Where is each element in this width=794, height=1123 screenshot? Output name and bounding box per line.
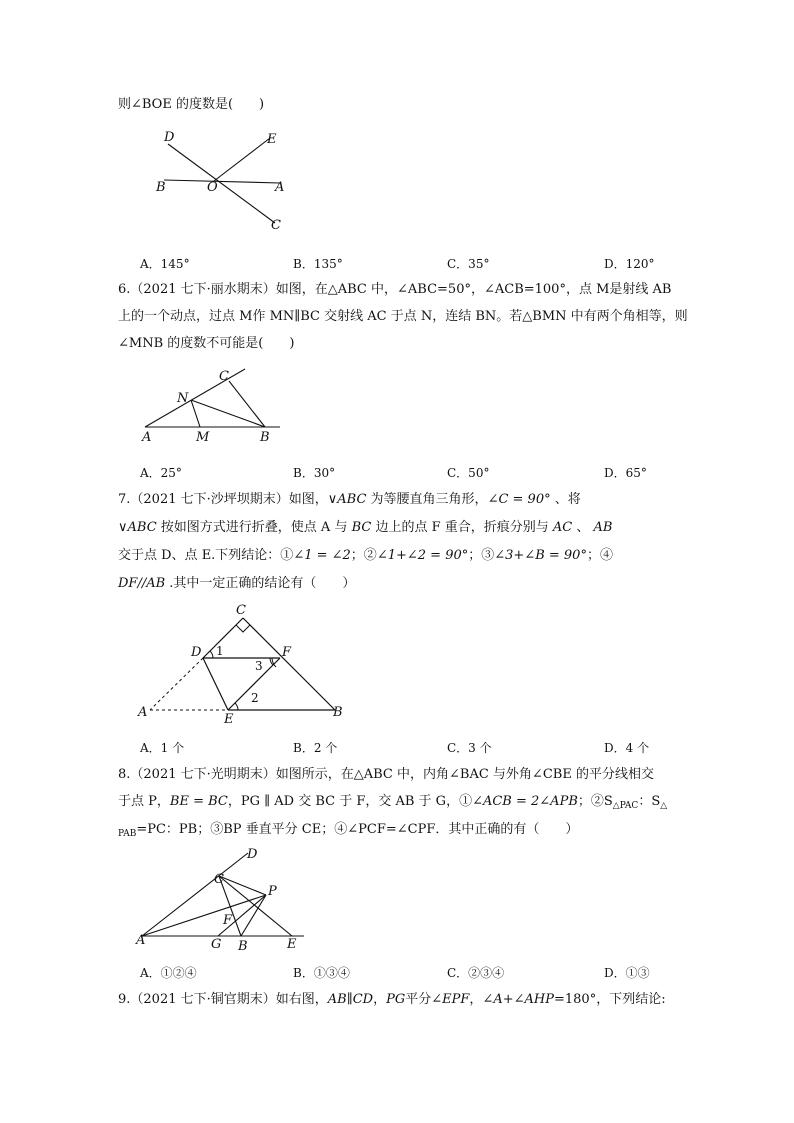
q6-label-m: M (196, 430, 210, 445)
q5-option-c[interactable]: C．35° (447, 257, 490, 271)
q7-l2-tri: ∨ABC (118, 520, 157, 535)
q8-l3-a: =PC：PB；③BP 垂直平分 CE；④∠PCF=∠CPF．其中正确的有（ ） (136, 822, 579, 837)
q7-option-a[interactable]: A．1 个 (140, 741, 185, 755)
q7-option-d[interactable]: D．4 个 (604, 741, 650, 755)
q7-label-1: 1 (216, 644, 224, 658)
q7-option-b[interactable]: B．2 个 (293, 741, 338, 755)
q7-l3-m3: ∠3+∠B = 90° (494, 548, 587, 563)
q5-option-b[interactable]: B．135° (293, 257, 343, 271)
q8-label-e: E (287, 937, 297, 952)
q7-label-b: B (333, 705, 343, 720)
q7-line-2 (118, 519, 612, 537)
q5-label-e: E (267, 132, 277, 147)
q7-l3-b: ；② (350, 548, 377, 563)
q7-l1-tri: ∨ABC (327, 492, 367, 507)
q8-l2-a: 于点 P， (118, 794, 170, 809)
q8-l2-sub2: △ (660, 801, 668, 811)
q8-l3-sub: PAB (118, 829, 137, 839)
q8-label-g: G (211, 937, 222, 952)
q8-line-1: 8.（2021 七下·光明期末）如图所示，在△ABC 中，内角∠BAC 与外角∠CBE 的平分线相交 (118, 767, 654, 782)
q9-l1-m1: AB∥CD (327, 992, 374, 1007)
q6-line-3: ∠MNB 的度数不可能是( ) (118, 336, 295, 351)
q9-l1-m3: ∠EPF (431, 992, 470, 1007)
q7-l3-c: ；③ (468, 548, 495, 563)
q7-l4-m: DF//AB (118, 576, 166, 591)
q7-label-d: D (191, 645, 202, 660)
q9-l1-b: ， (373, 992, 387, 1007)
q8-option-c[interactable]: C．②③④ (447, 966, 505, 980)
q6-label-a: A (142, 430, 152, 445)
q8-label-b: B (238, 939, 248, 954)
q7-label-2: 2 (251, 691, 259, 705)
q7-label-f: F (282, 645, 292, 660)
q6-line-1: 6.（2021 七下·丽水期末）如图，在△ABC 中，∠ABC=50°，∠ACB=100°，点 M是射线 AB (118, 282, 672, 297)
q7-l1-angle: ∠C = 90° (487, 492, 551, 507)
q7-l3-m2: ∠1+∠2 = 90° (376, 548, 469, 563)
q7-line-4 (118, 575, 355, 593)
q7-l3-d: ；④ (586, 548, 613, 563)
q8-l2-sub1: △PAC (612, 801, 639, 811)
q9-l1-e: =180°，下列结论: (553, 992, 666, 1007)
q7-l2-c: 、 (572, 520, 594, 535)
q5-label-d: D (164, 130, 175, 145)
q6-option-b[interactable]: B．30° (293, 466, 336, 480)
q8-label-a: A (136, 933, 146, 948)
q9-l1-m4: ∠A+∠AHP (482, 992, 554, 1007)
q8-label-p: P (268, 884, 277, 899)
q7-label-c: C (236, 603, 246, 618)
q6-option-d[interactable]: D．65° (604, 466, 647, 480)
q7-l2-a: 按如图方式进行折叠，使点 A 与 (156, 520, 352, 535)
q8-l2-d: ：S (638, 794, 661, 809)
q8-option-b[interactable]: B．①③④ (293, 966, 350, 980)
q7-l2-bc: BC (351, 520, 372, 535)
q7-l2-ab: AB (593, 520, 613, 535)
q5-label-b: B (156, 180, 166, 195)
q7-l1-c: 、将 (550, 492, 581, 507)
q5-label-c: C (271, 218, 281, 233)
q8-line-3 (118, 821, 578, 843)
q7-label-e: E (224, 712, 234, 727)
q7-figure (135, 598, 355, 728)
q5-label-a: A (275, 180, 285, 195)
q7-line-3 (118, 547, 613, 565)
q8-label-f: F (223, 913, 233, 928)
q6-line-2: 上的一个动点，过点 M作 MN∥BC 交射线 AC 于点 N，连结 BN。若△BMN 中有两个角相等，则 (118, 309, 688, 324)
q7-l3-a: 交于点 D、点 E.下列结论：① (118, 548, 294, 563)
q5-label-o: O (207, 180, 218, 195)
q8-figure (130, 845, 315, 955)
q9-l1-m2: PG (386, 992, 406, 1007)
q8-l2-b: ，PG ∥ AD 交 BC 于 F，交 AB 于 G，① (227, 794, 473, 809)
q6-label-n: N (177, 391, 189, 406)
q7-l1-a: 7.（2021 七下·沙坪坝期末）如图， (118, 492, 328, 507)
q8-option-d[interactable]: D．①③ (604, 966, 650, 980)
q7-l2-ac: AC (552, 520, 573, 535)
q6-option-c[interactable]: C．50° (447, 466, 490, 480)
q8-line-2 (118, 793, 667, 815)
q7-l4-a: .其中一定正确的结论有（ ） (165, 576, 356, 591)
q9-l1-a: 9.（2021 七下·铜官期末）如右图， (118, 992, 328, 1007)
q5-figure (140, 125, 310, 235)
q8-label-c: C (214, 872, 224, 887)
q7-l1-b: 为等腰直角三角形， (366, 492, 488, 507)
q7-l2-b: 边上的点 F 重合，折痕分别与 (371, 520, 553, 535)
q7-option-c[interactable]: C．3 个 (447, 741, 492, 755)
q5-stem: 则∠BOE 的度数是( ) (118, 97, 265, 112)
q9-l1-c: 平分 (405, 992, 432, 1007)
q7-l3-m1: ∠1 = ∠2 (293, 548, 351, 563)
q9-l1-d: ， (469, 992, 483, 1007)
q6-option-a[interactable]: A．25° (140, 466, 182, 480)
q7-label-a: A (138, 705, 148, 720)
q6-figure (135, 365, 295, 450)
q7-label-3: 3 (255, 659, 263, 673)
q8-l2-m1: BE = BC (169, 794, 228, 809)
q5-option-d[interactable]: D．120° (604, 257, 655, 271)
q6-label-c: C (219, 369, 229, 384)
q8-l2-c: ；②S (577, 794, 613, 809)
q8-label-d: D (247, 847, 258, 862)
q6-label-b: B (260, 430, 270, 445)
q7-line-1 (118, 491, 581, 509)
q9-line-1 (118, 991, 666, 1009)
q8-l2-m2: ∠ACB = 2∠APB (472, 794, 578, 809)
q8-option-a[interactable]: A．①②④ (140, 966, 197, 980)
q5-option-a[interactable]: A．145° (140, 257, 190, 271)
